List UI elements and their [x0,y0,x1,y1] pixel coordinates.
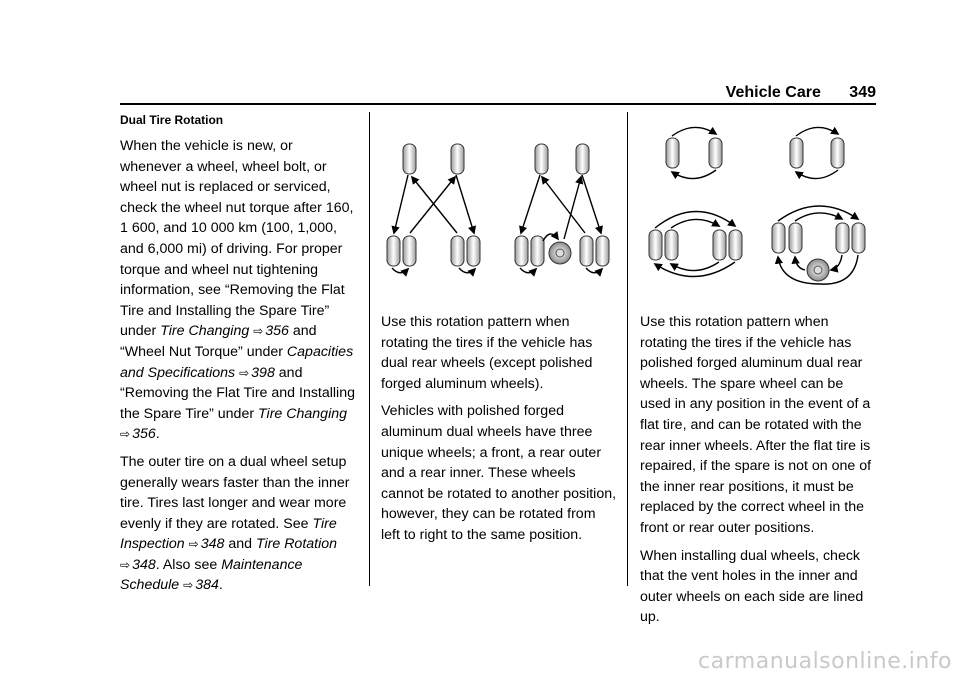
paragraph-polished-forged-pattern: Use this rotation pattern when rotating the tires if the vehicle has polished forged aluminum dual rear wheels. The spare wheel can be used in any position in the event of a flat tire, and can be rotated with the rear inner wheels. After the flat tire is repaired, if the spare is not on one of the inner rear positions, it must be replaced by the correct wheel in the front or rear outer positions. [640,314,872,536]
subheading-dual-tire-rotation: Dual Tire Rotation [120,113,224,127]
polished-forged-rotation-diagram [640,118,870,288]
reference-link-tire-changing[interactable]: Tire Changing [258,405,348,422]
page-number: 349 [849,84,876,101]
reference-page-348[interactable]: 348 [200,536,225,553]
text: . [155,426,160,443]
paragraph-wheel-nut-torque [120,136,358,445]
reference-link-maintenance-schedule[interactable]: Maintenance Schedule [120,556,303,594]
page-reference-icon: ⇨ [183,578,194,593]
paragraph-dual-rear-pattern: Use this rotation pattern when rotating the tires if the vehicle has dual rear wheels (except polished forged aluminum wheels). [381,314,593,392]
page-reference-icon: ⇨ [239,365,250,380]
page-reference-icon: ⇨ [120,557,131,572]
reference-page-398[interactable]: 398 [251,364,275,381]
paragraph-polished-forged-wheels: Vehicles with polished forged aluminum dual wheels have three unique wheels; a front, a rear outer and a rear inner. These wheels cannot be rotated to another position, however, they can be rotated from left to right to the same position. [381,403,617,543]
page-header [726,84,876,102]
reference-page-356[interactable]: 356 [132,426,156,443]
watermark-url: carmanualsonline.info [698,649,952,674]
page-reference-icon: ⇨ [253,324,264,339]
text: . Also see [155,556,222,573]
reference-link-capacities[interactable]: Capacities and Specifications [120,343,354,381]
column-divider-2 [627,112,628,586]
paragraph-vent-holes: When installing dual wheels, check that the vent holes in the inner and outer wheels on each side are lined up. [640,547,864,626]
column-1 [120,112,358,603]
text: . [218,577,223,594]
page-reference-icon: ⇨ [120,427,131,442]
page-reference-icon: ⇨ [188,537,199,552]
text: and [224,536,256,553]
header-rule [120,103,876,105]
reference-link-tire-rotation[interactable]: Tire Rotation [255,536,338,553]
column-3 [640,312,876,635]
column-divider-1 [369,112,370,586]
paragraph-outer-tire-wear [120,452,358,596]
column-2 [381,312,617,553]
text: and “Removing the Flat Tire and Installing the Spare Tire” under [120,364,355,422]
reference-page-384[interactable]: 384 [195,577,219,594]
text: and “Wheel Nut Torque” under [120,323,317,360]
text: The outer tire on a dual wheel setup generally wears faster than the inner tire. Tires last longer and wear more evenly if they are rotated. See [120,453,350,532]
reference-link-tire-changing[interactable]: Tire Changing [160,323,250,340]
dual-wheel-rotation-diagram [380,135,616,280]
section-title: Vehicle Care [725,84,821,101]
reference-link-tire-inspection[interactable]: Tire Inspection [120,515,337,553]
text: When the vehicle is new, or whenever a wheel, wheel bolt, or wheel nut is replaced or serviced, check the wheel nut torque after 160, 1 600, and 10 000 km (100, 1,000, and 6,000 mi) of driving. For proper torque and wheel nut tightening information, see “Removing the Flat Tire and Installing the Spare Tire” under [120,138,354,340]
reference-page-348[interactable]: 348 [132,556,156,573]
reference-page-356[interactable]: 356 [265,323,289,340]
